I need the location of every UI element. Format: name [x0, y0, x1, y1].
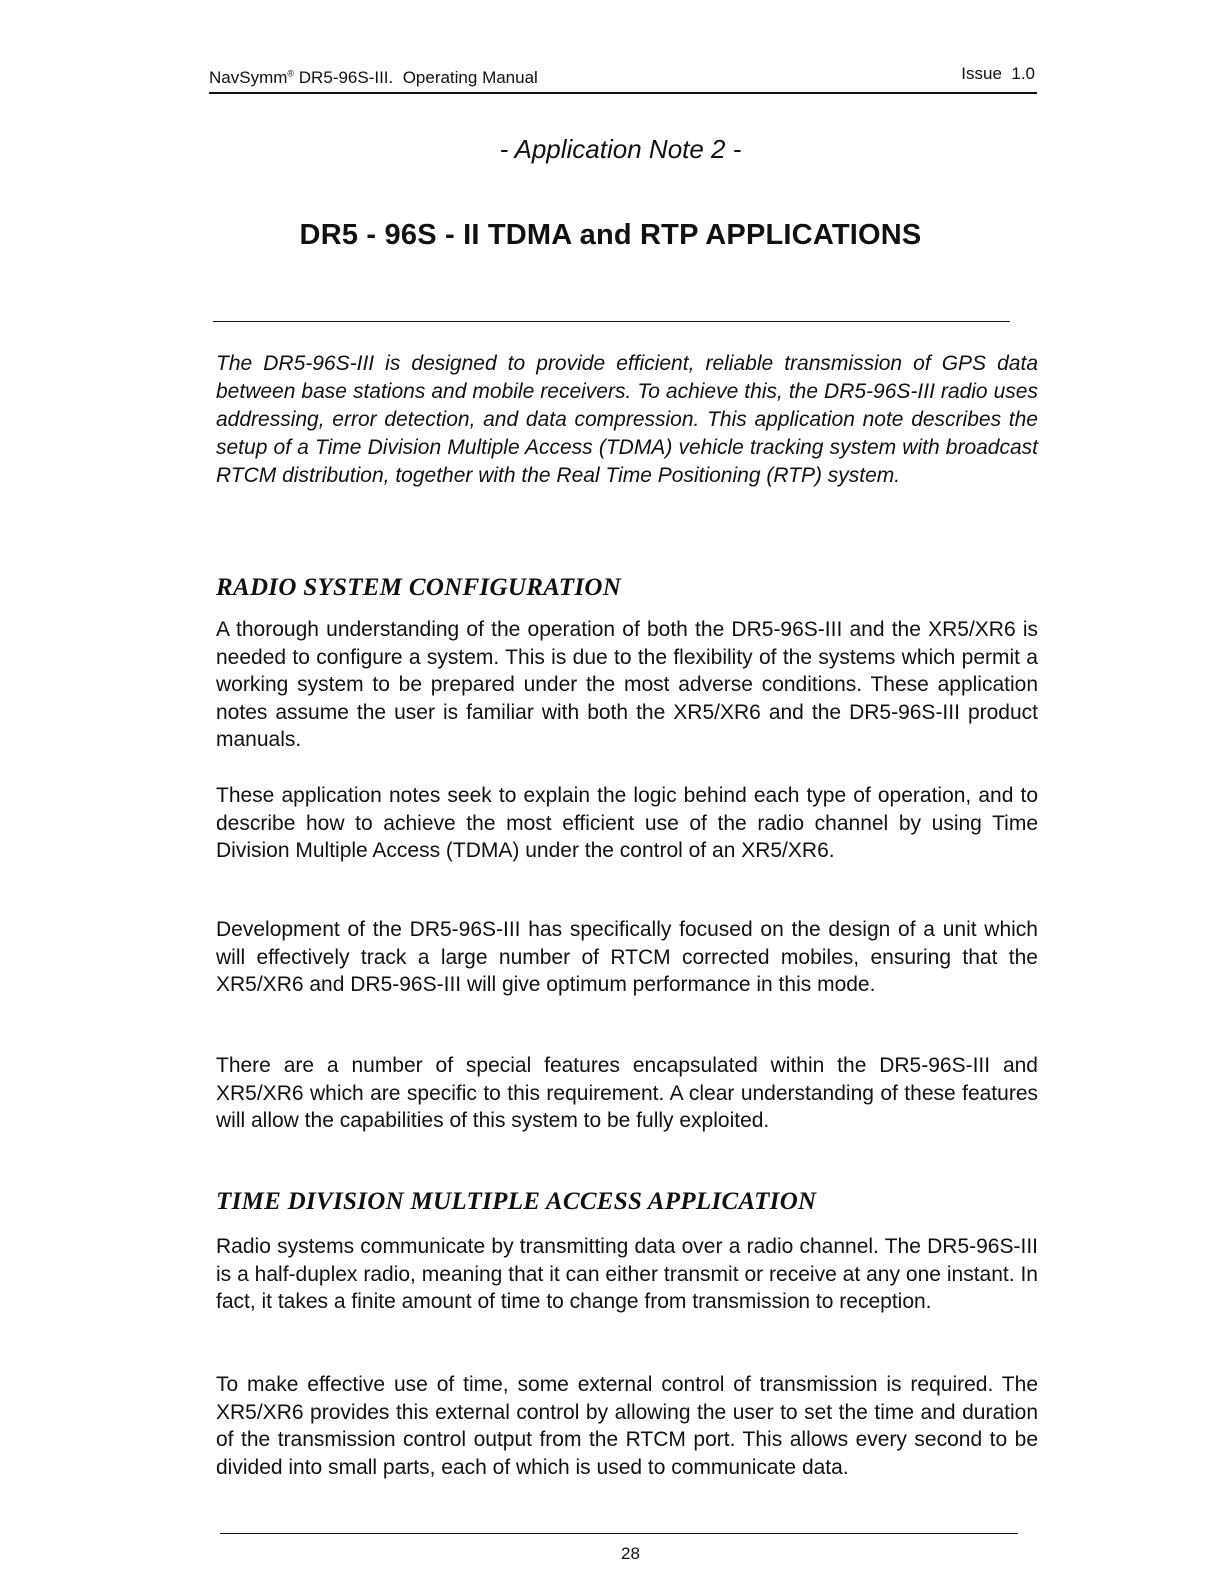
registered-mark: ®	[287, 68, 295, 79]
paragraph: A thorough understanding of the operation of both the DR5-96S-III and the XR5/XR6 is needed to configure a system. This is due to the flexibility of the systems which permit a working system to be prepared under the most adverse conditions. These application notes assume the user is familiar with both the XR5/XR6 and the DR5-96S-III product manuals.	[216, 618, 1038, 751]
paragraph: There are a number of special features encapsulated within the DR5-96S-III and XR5/XR6 which are specific to this requirement. A clear understanding of these features will allow the capabilities of this system to be fully exploited.	[216, 1054, 1038, 1132]
page-header	[209, 62, 1037, 94]
section-heading-tdma: TIME DIVISION MULTIPLE ACCESS APPLICATION	[216, 1188, 817, 1215]
paragraph: These application notes seek to explain the logic behind each type of operation, and to describe how to achieve the most efficient use of the radio channel by using Time Division Multiple Access (TDMA) under the control of an XR5/XR6.	[216, 784, 1038, 862]
application-note-label: - Application Note 2 -	[499, 134, 742, 164]
header-title: NavSymm® DR5-96S-III. Operating Manual	[209, 68, 538, 87]
header-issue: Issue 1.0	[961, 64, 1035, 83]
footer-divider	[220, 1533, 1018, 1534]
title-divider	[213, 321, 1010, 322]
page-number: 28	[621, 1544, 640, 1563]
paragraph: To make effective use of time, some external control of transmission is required. The XR5/XR6 provides this external control by allowing the user to set the time and duration of the transmission control output from the RTCM port. This allows every second to be divided into small parts, each of which is used to communicate data.	[216, 1373, 1038, 1479]
document-title: DR5 - 96S - II TDMA and RTP APPLICATIONS	[299, 219, 922, 251]
paragraph: Development of the DR5-96S-III has specifically focused on the design of a unit which will effectively track a large number of RTCM corrected mobiles, ensuring that the XR5/XR6 and DR5-96S-III will give optimum performance in this mode.	[216, 918, 1038, 996]
paragraph: Radio systems communicate by transmitting data over a radio channel. The DR5-96S-III is a half-duplex radio, meaning that it can either transmit or receive at any one instant. In fact, it takes a finite amount of time to change from transmission to reception.	[216, 1235, 1038, 1313]
section-heading-radio-system: RADIO SYSTEM CONFIGURATION	[216, 574, 622, 601]
intro-paragraph: The DR5-96S-III is designed to provide efficient, reliable transmission of GPS data between base stations and mobile receivers. To achieve this, the DR5-96S-III radio uses addressing, error detection, and data compression. This application note describes the setup of a Time Division Multiple Access (TDMA) vehicle tracking system with broadcast RTCM distribution, together with the Real Time Positioning (RTP) system.	[216, 352, 1038, 487]
